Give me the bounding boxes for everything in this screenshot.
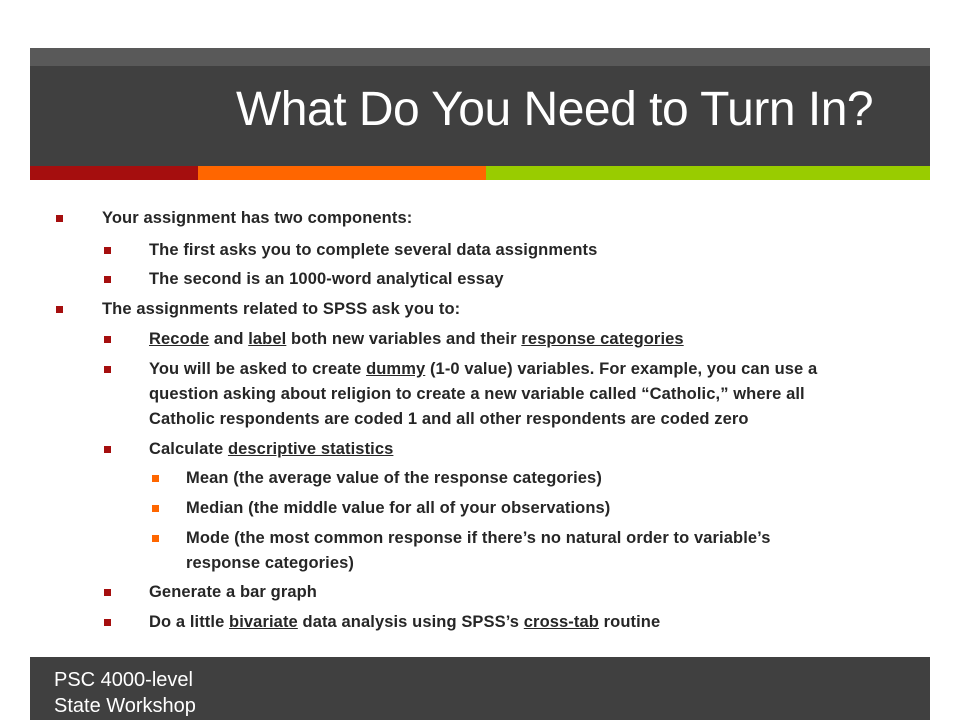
text-segment: data analysis using SPSS’s xyxy=(297,613,524,631)
text-segment: both new variables and their xyxy=(286,330,522,348)
bullet-assignment-components: Your assignment has two components: xyxy=(102,209,413,227)
square-bullet-icon xyxy=(104,619,111,626)
slide-title: What Do You Need to Turn In? xyxy=(236,83,874,136)
bullet-recode-label xyxy=(149,328,684,351)
descriptive-statistics-link[interactable]: descriptive statistics xyxy=(227,440,394,458)
text-segment: (1-0 value) variables. For example, you can use a xyxy=(425,360,818,378)
response-categories-link[interactable]: response categories xyxy=(521,330,684,348)
bullet-descriptive-statistics xyxy=(149,438,393,461)
bullet-data-assignments: The first asks you to complete several data assignments xyxy=(149,241,598,259)
footer-subtitle: State Workshop xyxy=(54,695,196,717)
square-bullet-icon xyxy=(104,336,111,343)
bullet-bar-graph: Generate a bar graph xyxy=(149,583,317,601)
square-bullet-icon xyxy=(152,505,159,512)
square-bullet-icon xyxy=(104,366,111,373)
label-link[interactable]: label xyxy=(248,330,287,348)
footer-bar xyxy=(30,657,930,720)
bivariate-link[interactable]: bivariate xyxy=(229,613,298,631)
text-segment: Do a little xyxy=(149,613,230,631)
square-bullet-icon xyxy=(152,535,159,542)
text-segment: Calculate xyxy=(149,440,228,458)
text-segment: You will be asked to create xyxy=(149,360,367,378)
bullet-mean: Mean (the average value of the response categories) xyxy=(186,469,602,487)
text-segment: routine xyxy=(598,613,661,631)
bullet-dummy-variables-line2: question asking about religion to create a new variable called “Catholic,” where all xyxy=(149,385,805,403)
square-bullet-icon xyxy=(104,446,111,453)
square-bullet-icon xyxy=(104,247,111,254)
text-segment: and xyxy=(209,330,249,348)
bullet-dummy-variables-line1 xyxy=(149,358,817,381)
square-bullet-icon xyxy=(104,589,111,596)
square-bullet-icon xyxy=(104,276,111,283)
square-bullet-icon xyxy=(56,215,63,222)
square-bullet-icon xyxy=(152,475,159,482)
bullet-bivariate-analysis xyxy=(149,611,660,634)
bullet-median: Median (the middle value for all of your observations) xyxy=(186,499,611,517)
square-bullet-icon xyxy=(56,306,63,313)
cross-tab-link[interactable]: cross-tab xyxy=(523,613,599,631)
bullet-mode-line1: Mode (the most common response if there’s no natural order to variable’s xyxy=(186,529,771,547)
dummy-link[interactable]: dummy xyxy=(366,360,426,378)
bullet-analytical-essay: The second is an 1000-word analytical essay xyxy=(149,270,504,288)
recode-link[interactable]: Recode xyxy=(149,330,210,348)
bullet-mode-line2: response categories) xyxy=(186,554,354,572)
footer-course-level: PSC 4000-level xyxy=(54,669,193,691)
bullet-dummy-variables-line3: Catholic respondents are coded 1 and all other respondents are coded zero xyxy=(149,410,749,428)
bullet-spss-assignments: The assignments related to SPSS ask you to: xyxy=(102,300,461,318)
